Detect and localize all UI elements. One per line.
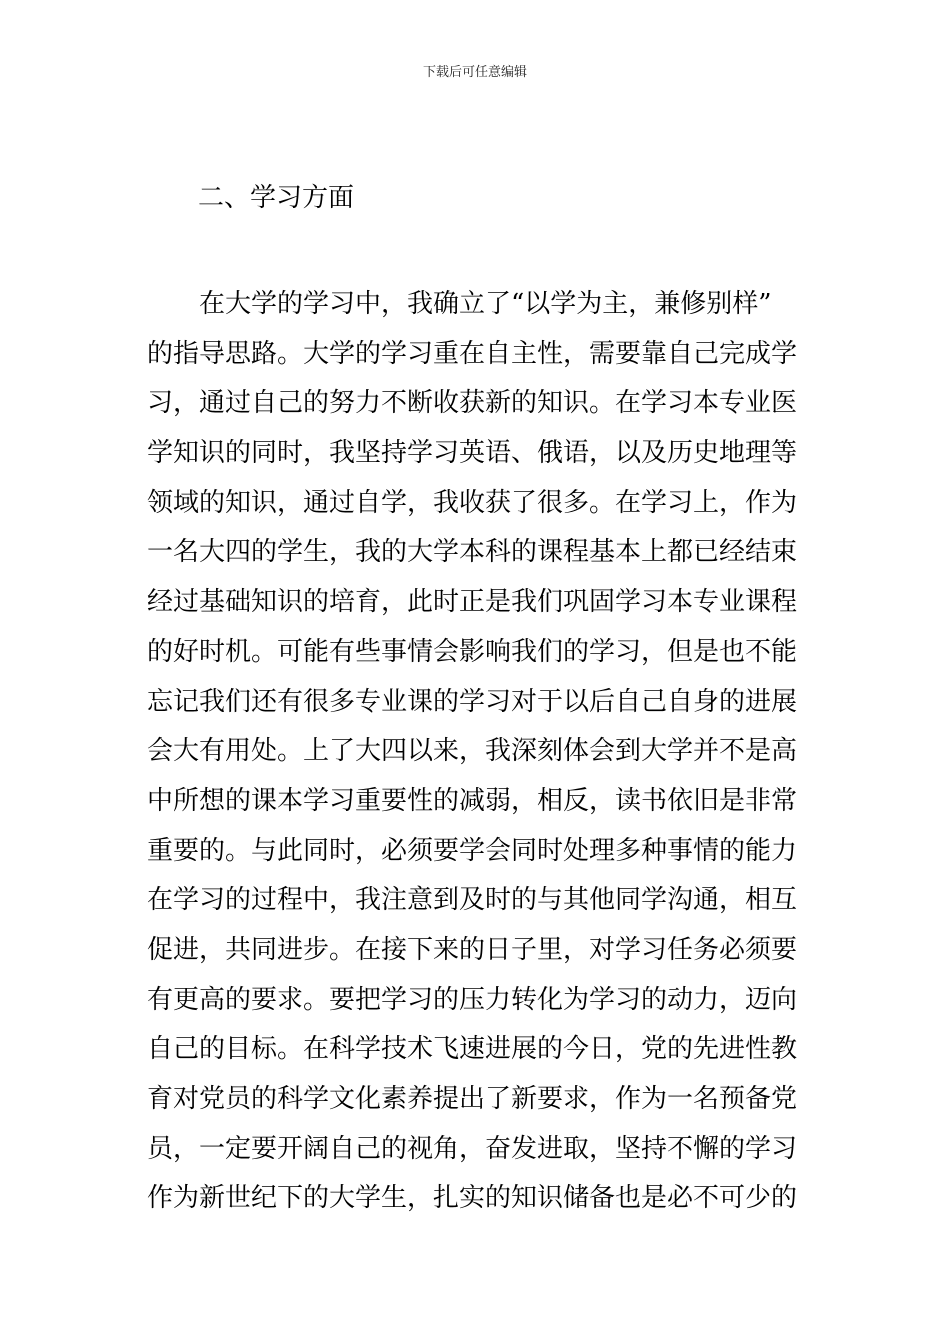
body-paragraph <box>147 280 827 1224</box>
paragraph-line: 会大有用处。上了大四以来，我深刻体会到大学并不是高 <box>147 736 798 767</box>
paragraph-line: 一名大四的学生，我的大学本科的课程基本上都已经结束 <box>147 537 798 568</box>
paragraph-line: 的指导思路。大学的学习重在自主性，需要靠自己完成学 <box>147 338 798 369</box>
paragraph-line: 重要的。与此同时，必须要学会同时处理多种事情的能力 <box>147 835 798 866</box>
paragraph-line: 的好时机。可能有些事情会影响我们的学习，但是也不能 <box>147 636 798 667</box>
paragraph-line: 员，一定要开阔自己的视角，奋发进取，坚持不懈的学习 <box>147 1133 798 1164</box>
paragraph-line: 在大学的学习中，我确立了“以学为主，兼修别样” <box>147 289 772 319</box>
page-header: 下载后可任意编辑 <box>422 65 527 80</box>
paragraph-line: 忘记我们还有很多专业课的学习对于以后自己自身的进展 <box>147 686 798 717</box>
paragraph-line: 自己的目标。在科学技术飞速进展的今日，党的先进性教 <box>147 1034 798 1065</box>
paragraph-line: 中所想的课本学习重要性的减弱，相反，读书依旧是非常 <box>147 785 798 816</box>
paragraph-line: 学知识的同时，我坚持学习英语、俄语，以及历史地理等 <box>147 438 798 469</box>
paragraph-line: 促进，共同进步。在接下来的日子里，对学习任务必须要 <box>147 934 798 965</box>
paragraph-line: 作为新世纪下的大学生，扎实的知识储备也是必不可少的 <box>147 1183 798 1214</box>
paragraph-line: 领域的知识，通过自学，我收获了很多。在学习上，作为 <box>147 487 798 518</box>
paragraph-line: 在学习的过程中，我注意到及时的与其他同学沟通，相互 <box>147 885 798 916</box>
paragraph-line: 习，通过自己的努力不断收获新的知识。在学习本专业医 <box>147 388 798 419</box>
section-heading: 二、学习方面 <box>198 183 355 213</box>
paragraph-line: 有更高的要求。要把学习的压力转化为学习的动力，迈向 <box>147 984 798 1015</box>
paragraph-line: 育对党员的科学文化素养提出了新要求，作为一名预备党 <box>147 1084 798 1114</box>
paragraph-line: 经过基础知识的培育，此时正是我们巩固学习本专业课程 <box>147 587 798 618</box>
